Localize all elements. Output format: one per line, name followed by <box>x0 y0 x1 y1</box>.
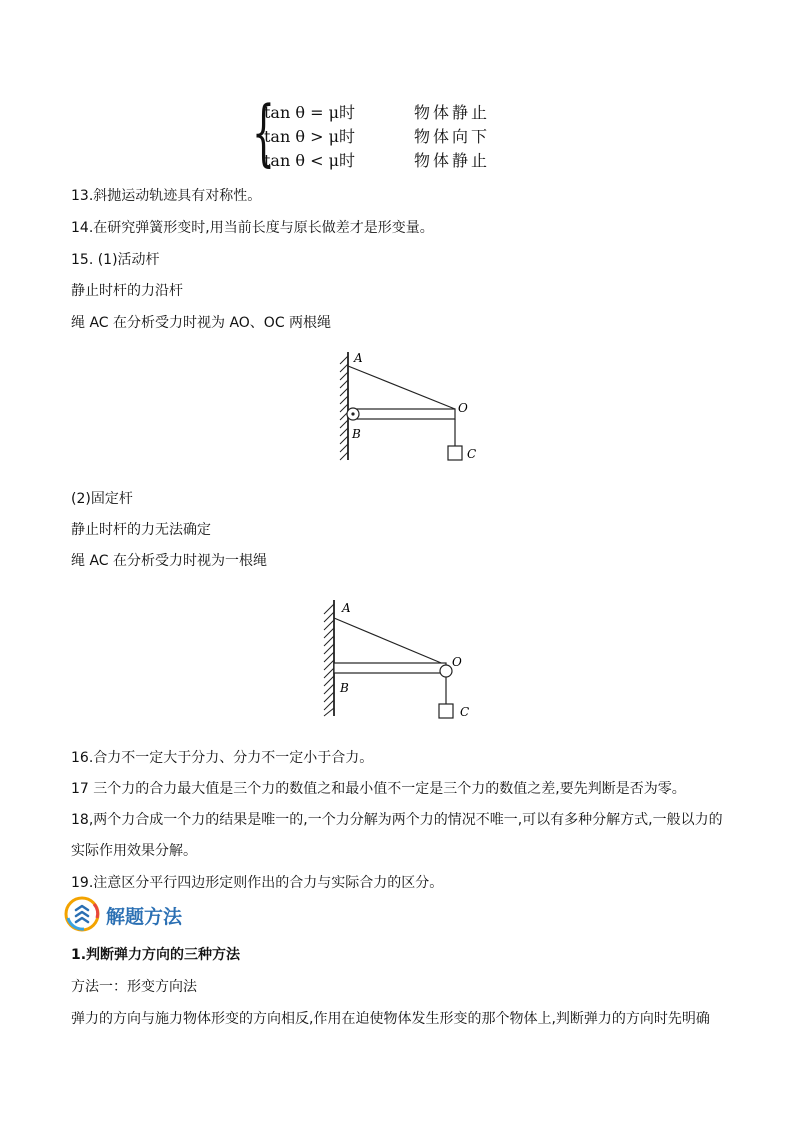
label-O: O <box>452 655 462 669</box>
note-17: 17 三个力的合力最大值是三个力的数值之和最小值不一定是三个力的数值之差,要先判断是否为零。 <box>71 781 686 797</box>
note-19: 19.注意区分平行四边形定则作出的合力与实际合力的区分。 <box>71 875 444 891</box>
left-brace: { <box>252 90 275 174</box>
formula-row-3 <box>264 148 490 170</box>
note-18: 18,两个力合成一个力的结果是唯一的,一个力分解为两个力的情况不唯一,可以有多种分解方式,一般以力的 <box>71 812 723 828</box>
label-A: A <box>342 601 351 615</box>
formula-row-1 <box>264 100 490 122</box>
formula-result: 物体静止 <box>414 151 491 170</box>
method-heading: 1.判断弹力方向的三种方法 <box>71 947 241 963</box>
note-14: 14.在研究弹簧形变时,用当前长度与原长做差才是形变量。 <box>71 220 434 236</box>
note-15-b: 绳 AC 在分析受力时视为 AO、OC 两根绳 <box>71 315 332 331</box>
fixed-rod-diagram <box>312 598 482 722</box>
formula-math: tan θ = μ时 <box>264 103 355 122</box>
formula-math: tan θ > μ时 <box>264 127 355 146</box>
label-A: A <box>354 351 363 365</box>
formula-math: tan θ < μ时 <box>264 151 355 170</box>
note-15: 15. (1)活动杆 <box>71 252 160 268</box>
method-badge-icon <box>64 896 100 932</box>
note-15-a: 静止时杆的力沿杆 <box>71 283 183 299</box>
formula-result: 物体静止 <box>414 103 491 122</box>
label-C: C <box>460 705 470 719</box>
method-one-title: 方法一：形变方向法 <box>71 979 197 995</box>
formula-row-2 <box>264 124 490 146</box>
movable-rod-diagram <box>330 348 490 466</box>
method-one-text: 弹力的方向与施力物体形变的方向相反,作用在迫使物体发生形变的那个物体上,判断弹力的方向时先明确 <box>71 1011 710 1027</box>
section-header-methods <box>64 896 364 936</box>
note-15-d: 静止时杆的力无法确定 <box>71 522 211 538</box>
section-title: 解题方法 <box>106 906 183 928</box>
label-C: C <box>467 447 477 461</box>
label-B: B <box>352 427 361 441</box>
note-15-c: (2)固定杆 <box>71 491 133 507</box>
note-18-cont: 实际作用效果分解。 <box>71 843 197 859</box>
label-B: B <box>340 681 349 695</box>
formula-result: 物体向下 <box>414 127 491 146</box>
note-16: 16.合力不一定大于分力、分力不一定小于合力。 <box>71 750 374 766</box>
note-13: 13.斜抛运动轨迹具有对称性。 <box>71 188 262 204</box>
label-O: O <box>458 401 468 415</box>
condition-formula <box>252 90 552 174</box>
note-15-e: 绳 AC 在分析受力时视为一根绳 <box>71 553 268 569</box>
